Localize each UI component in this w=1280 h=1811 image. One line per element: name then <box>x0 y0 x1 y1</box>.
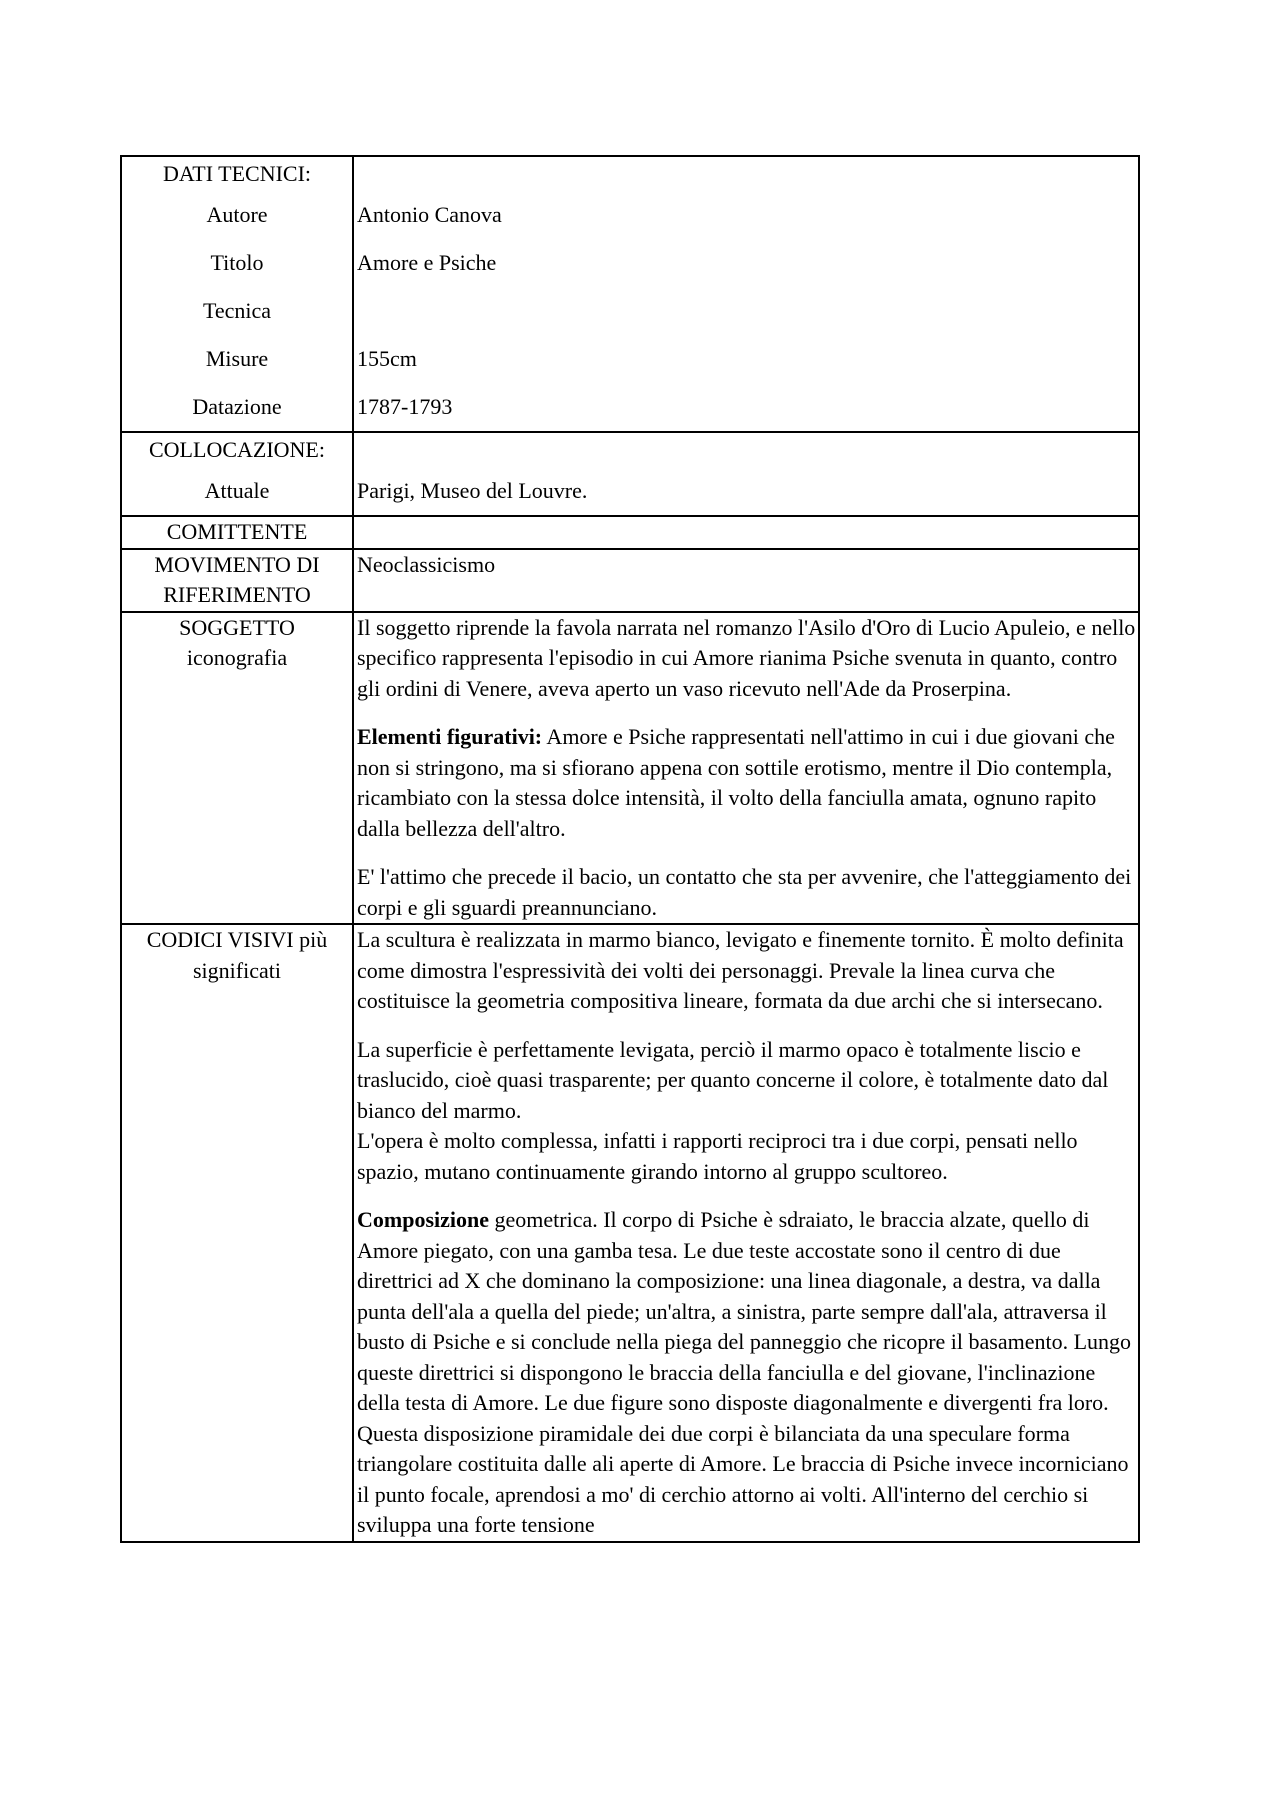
soggetto-row <box>121 612 1139 925</box>
soggetto-paragraph-3: E' l'attimo che precede il bacio, un contatto che sta per avvenire, che l'atteggiamento dei corpi e gli sguardi preannunciano. <box>357 864 1132 920</box>
codici-label-line1: CODICI VISIVI più <box>146 927 328 952</box>
movimento-value: Neoclassicismo <box>353 549 1139 612</box>
field-value-autore: Antonio Canova <box>357 201 502 227</box>
scheda-opera-table <box>120 155 1140 1543</box>
collocazione-row <box>121 432 1139 516</box>
comittente-row <box>121 516 1139 549</box>
field-label-misure: Misure <box>205 346 269 371</box>
collocazione-value: Parigi, Museo del Louvre. <box>357 477 588 503</box>
dati-tecnici-spacer <box>357 157 1136 191</box>
dati-tecnici-values <box>353 156 1139 432</box>
codici-paragraph-2b: L'opera è molto complessa, infatti i rapporti reciproci tra i due corpi, pensati nello spazio, mutano continuamente girando intorno al gruppo scultoreo. <box>357 1128 1078 1184</box>
collocazione-heading: COLLOCAZIONE: <box>149 437 325 462</box>
comittente-label: COMITTENTE <box>121 516 353 549</box>
movimento-row <box>121 549 1139 612</box>
field-label-datazione: Datazione <box>192 394 282 419</box>
soggetto-label-line2: iconografia <box>186 645 288 670</box>
field-value-datazione: 1787-1793 <box>357 393 453 419</box>
movimento-label <box>121 549 353 612</box>
soggetto-label <box>121 612 353 925</box>
field-label-autore: Autore <box>206 202 268 227</box>
field-value-titolo: Amore e Psiche <box>357 249 497 275</box>
dati-tecnici-row <box>121 156 1139 432</box>
codici-label-line2: significati <box>193 957 281 983</box>
codici-row <box>121 924 1139 1542</box>
codici-paragraph-1: La scultura è realizzata in marmo bianco, levigato e finemente tornito. È molto definita come dimostra l'espressività dei volti dei personaggi. Prevale la linea curva che costituisce la geometria compositiva lineare, formata da due archi che si intersecano. <box>357 927 1124 1013</box>
elementi-figurativi-heading: Elementi figurativi: <box>357 724 543 749</box>
collocazione-labels <box>121 432 353 516</box>
field-value-tecnica <box>357 287 1136 335</box>
collocazione-spacer <box>357 433 1136 467</box>
codici-text <box>353 924 1139 1542</box>
movimento-label-line2: RIFERIMENTO <box>163 582 311 607</box>
collocazione-values <box>353 432 1139 516</box>
soggetto-paragraph-1: Il soggetto riprende la favola narrata nel romanzo l'Asilo d'Oro di Lucio Apuleio, e nello specifico rappresenta l'episodio in cui Amore rianima Psiche svenuta in quanto, contro gli ordini di Venere, aveva aperto un vaso ricevuto nell'Ade da Proserpina. <box>357 614 1136 701</box>
composizione-text: geometrica. Il corpo di Psiche è sdraiato, le braccia alzate, quello di Amore piegato, con una gamba tesa. Le due teste accostate sono il centro di due direttrici ad X che dominano la composizione: una linea diagonale, a destra, va dalla punta dell'ala a quella del piede; un'altra, a sinistra, parte sempre dall'ala, attraversa il busto di Psiche e si conclude nella piega del panneggio che ricopre il basamento. Lungo queste direttrici si dispongono le braccia della fanciulla e del giovane, l'inclinazione della testa di Amore. Le due figure sono disposte diagonalmente e divergenti fra loro. Questa disposizione piramidale dei due corpi è bilanciata da una speculare forma triangolare costituita dalle ali aperte di Amore. Le braccia di Psiche invece incorniciano il punto focale, aprendosi a mo' di cerchio attorno ai volti. All'interno del cerchio si sviluppa una forte tensione <box>357 1207 1132 1537</box>
soggetto-text <box>353 612 1139 925</box>
codici-paragraph-2: La superficie è perfettamente levigata, perciò il marmo opaco è totalmente liscio e traslucido, cioè quasi trasparente; per quanto concerne il colore, è totalmente dato dal bianco del marmo. <box>357 1036 1109 1123</box>
field-label-titolo: Titolo <box>210 250 264 275</box>
field-label-tecnica: Tecnica <box>202 298 272 323</box>
field-value-misure: 155cm <box>357 345 417 371</box>
soggetto-paragraph-2 <box>357 722 1136 844</box>
movimento-label-line1: MOVIMENTO DI <box>154 551 320 577</box>
collocazione-label-attuale: Attuale <box>204 478 270 503</box>
dati-tecnici-heading: DATI TECNICI: <box>162 161 312 186</box>
comittente-value <box>353 516 1139 549</box>
elementi-figurativi-text: Amore e Psiche rappresentati nell'attimo in cui i due giovani che non si stringono, ma si sfiorano appena con sottile erotismo, mentre il Dio contempla, ricambiato con la stessa dolce intensità, il volto della fanciulla amata, ognuno rapito dalla bellezza dell'altro. <box>357 724 1115 841</box>
codici-paragraph-3 <box>357 1205 1136 1541</box>
composizione-heading: Composizione <box>357 1207 489 1232</box>
soggetto-label-line1: SOGGETTO <box>179 614 295 640</box>
codici-label <box>121 924 353 1542</box>
dati-tecnici-labels <box>121 156 353 432</box>
